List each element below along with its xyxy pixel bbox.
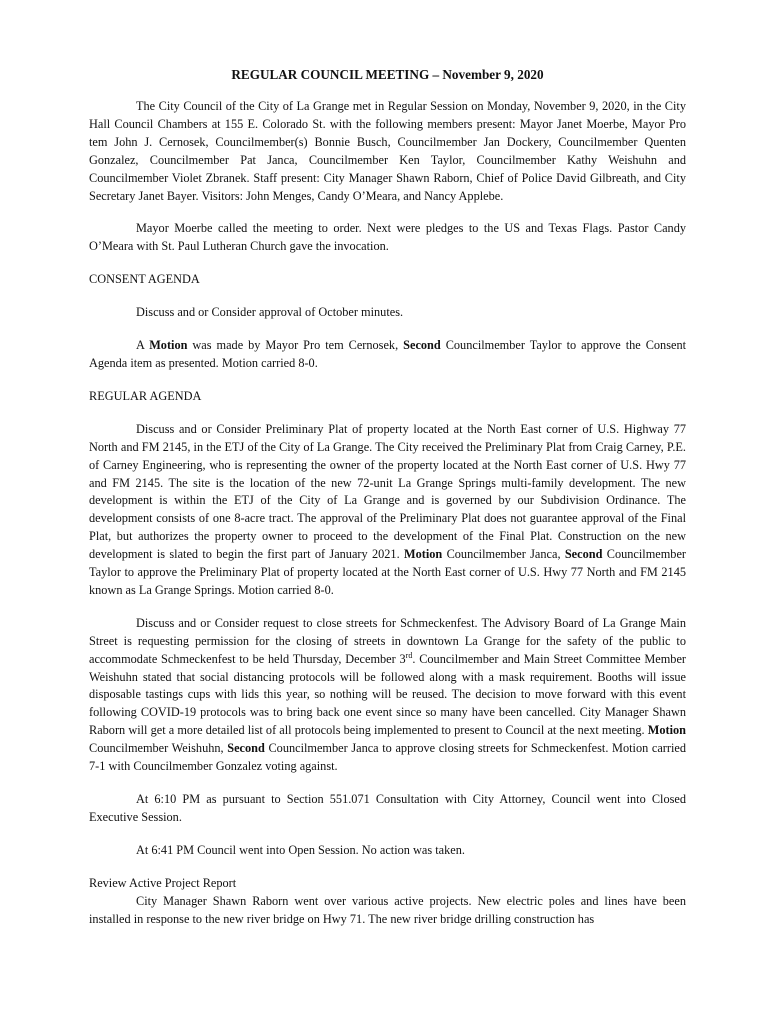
- preliminary-plat-text: Discuss and or Consider Preliminary Plat of property located at the North East corner of U.S. Highway 77 North and FM 2145, in the ETJ of the City of La Grange. The City received the Preliminary Plat from Craig Carney, P.E. of Carney Engineering, who is representing the owner of the property located at the North East corner of U.S. Hwy 77 and FM 2145. The site is the location of the new 72-unit La Grange Springs multi-family development. The new development is within the ETJ of the City of La Grange and is governed by our Subdivision Ordinance. The development consists of one 8-acre tract. The approval of the Preliminary Plat does not guarantee approval of the Final Plat, but authorizes the property owner to proceed to the development of the Final Plat. Construction on the new development is slated to begin the first part of January 2021.: [89, 421, 686, 562]
- consent-agenda-heading: CONSENT AGENDA: [89, 272, 200, 287]
- motion-text-post: Councilmember Taylor to approve the Consent Agenda item as presented. Motion carried 8-0.: [89, 338, 687, 370]
- second-label: Second: [564, 547, 603, 562]
- motion-text-mid: Councilmember Janca,: [442, 547, 565, 562]
- motion-label: Motion: [149, 338, 188, 353]
- motion-text-mid: Councilmember Weishuhn,: [89, 741, 228, 756]
- project-report-heading: Review Active Project Report: [89, 875, 237, 890]
- consent-agenda-motion: [89, 337, 686, 373]
- regular-agenda-heading: REGULAR AGENDA: [89, 388, 202, 403]
- motion-label: Motion: [403, 547, 443, 562]
- motion-text-pre: A: [136, 338, 150, 353]
- intro-paragraph: The City Council of the City of La Grange met in Regular Session on Monday, November 9, 2020, in the City Hall Council Chambers at 155 E. Colorado St. with the following members present: Mayor Janet Moerbe, Mayor Pro tem John J. Cernosek, Councilmember(s) Bonnie Busch, Councilmember Jan Dockery, Councilmember Quenten Gonzalez, Councilmember Pat Janca, Councilmember Ken Taylor, Councilmember Kathy Weishuhn and Councilmember Violet Zbranek. Staff present: City Manager Shawn Raborn, Chief of Police David Gilbreath, and City Secretary Janet Bayer. Visitors: John Menges, Candy O’Meara, and Nancy Applebe.: [89, 99, 686, 203]
- project-report-paragraph: City Manager Shawn Raborn went over various active projects. New electric poles and lines have been installed in response to the new river bridge on Hwy 71. The new river bridge drilling construction has: [89, 893, 686, 926]
- schmeckenfest-paragraph: [89, 615, 686, 776]
- second-label: Second: [227, 741, 265, 756]
- ordinal-suffix: rd: [405, 650, 413, 660]
- consent-agenda-item: Discuss and or Consider approval of October minutes.: [136, 305, 404, 320]
- document-title: REGULAR COUNCIL MEETING – November 9, 2020: [231, 67, 544, 82]
- second-label: Second: [403, 338, 441, 353]
- schmeckenfest-text-b: . Councilmember and Main Street Committee Member Weishuhn stated that social distancing protocols will be followed along with a mask requirement. Booths will issue disposable tastings cups with lids this year, so nothing will be reused. The decision to move forward with this event following COVID-19 protocols was to bring back one event since so many have been cancelled. City Manager Shawn Raborn will get a more detailed list of all protocols being implemented to present to Council at the next meeting.: [89, 651, 686, 738]
- preliminary-plat-paragraph: [89, 421, 686, 600]
- call-to-order-paragraph: Mayor Moerbe called the meeting to order. Next were pledges to the US and Texas Flags. Pastor Candy O’Meara with St. Paul Lutheran Church gave the invocation.: [89, 221, 686, 254]
- schmeckenfest-text-a: Discuss and or Consider request to close streets for Schmeckenfest. The Advisory Board of La Grange Main Street is requesting permission for the closing of streets in downtown La Grange for the safety of the public to accommodate Schmeckenfest to be held Thursday, December 3: [89, 615, 686, 666]
- motion-text-post: Councilmember Janca to approve closing streets for Schmeckenfest. Motion carried 7-1 with Councilmember Gonzalez voting against.: [89, 741, 686, 774]
- motion-label: Motion: [647, 723, 686, 738]
- motion-text-post: Councilmember Taylor to approve the Preliminary Plat of property located at the North East corner of U.S. Hwy 77 North and FM 2145 known as La Grange Springs. Motion carried 8-0.: [89, 547, 686, 597]
- closed-session-paragraph: At 6:10 PM as pursuant to Section 551.071 Consultation with City Attorney, Council went into Closed Executive Session.: [89, 792, 686, 824]
- open-session-paragraph: At 6:41 PM Council went into Open Session. No action was taken.: [136, 842, 465, 857]
- motion-text-mid: was made by Mayor Pro tem Cernosek,: [187, 338, 404, 353]
